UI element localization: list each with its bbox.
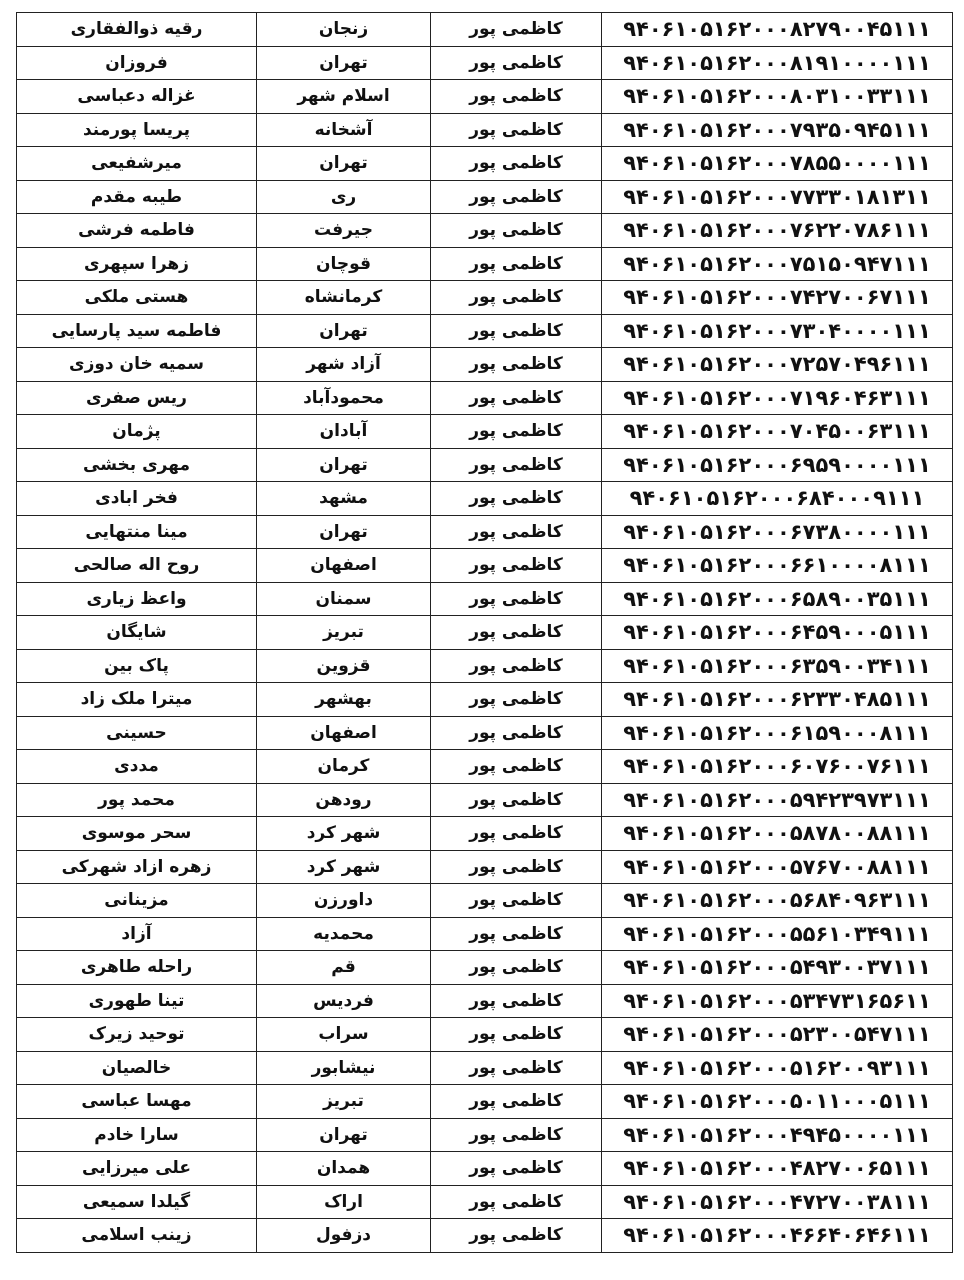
- code-cell: ۹۴۰۶۱۰۵۱۶۲۰۰۰۵۷۶۷۰۰۸۸۱۱۱: [602, 850, 953, 884]
- code-cell: ۹۴۰۶۱۰۵۱۶۲۰۰۰۶۲۳۳۰۴۸۵۱۱۱: [602, 683, 953, 717]
- table-row: [17, 147, 953, 181]
- city-cell: محمدیه: [257, 917, 431, 951]
- code-cell: ۹۴۰۶۱۰۵۱۶۲۰۰۰۸۰۳۱۰۰۳۳۱۱۱: [602, 80, 953, 114]
- city-cell: رودهن: [257, 783, 431, 817]
- code-cell: ۹۴۰۶۱۰۵۱۶۲۰۰۰۵۱۶۲۰۰۹۳۱۱۱: [602, 1051, 953, 1085]
- city-cell: سراب: [257, 1018, 431, 1052]
- table-row: [17, 46, 953, 80]
- name-cell: گیلدا سمیعی: [17, 1185, 257, 1219]
- table-row: [17, 314, 953, 348]
- city-cell: سمنان: [257, 582, 431, 616]
- code-cell: ۹۴۰۶۱۰۵۱۶۲۰۰۰۵۲۳۰۰۵۴۷۱۱۱: [602, 1018, 953, 1052]
- name-cell: توحید زیرک: [17, 1018, 257, 1052]
- city-cell: داورزن: [257, 884, 431, 918]
- name-cell: زهره ازاد شهرکی: [17, 850, 257, 884]
- code-cell: ۹۴۰۶۱۰۵۱۶۲۰۰۰۴۸۲۷۰۰۶۵۱۱۱: [602, 1152, 953, 1186]
- code-cell: ۹۴۰۶۱۰۵۱۶۲۰۰۰۴۶۶۴۰۶۴۶۱۱۱: [602, 1219, 953, 1253]
- name-cell: محمد پور: [17, 783, 257, 817]
- agent-cell: کاظمی پور: [431, 247, 602, 281]
- agent-cell: کاظمی پور: [431, 683, 602, 717]
- city-cell: محمودآباد: [257, 381, 431, 415]
- code-cell: ۹۴۰۶۱۰۵۱۶۲۰۰۰۶۹۵۹۰۰۰۰۱۱۱: [602, 448, 953, 482]
- agent-cell: کاظمی پور: [431, 1152, 602, 1186]
- table-row: [17, 113, 953, 147]
- city-cell: شهر کرد: [257, 850, 431, 884]
- agent-cell: کاظمی پور: [431, 482, 602, 516]
- code-cell: ۹۴۰۶۱۰۵۱۶۲۰۰۰۷۲۵۷۰۴۹۶۱۱۱: [602, 348, 953, 382]
- agent-cell: کاظمی پور: [431, 113, 602, 147]
- table-row: [17, 1152, 953, 1186]
- name-cell: روح اله صالحی: [17, 549, 257, 583]
- city-cell: اراک: [257, 1185, 431, 1219]
- city-cell: تبریز: [257, 1085, 431, 1119]
- agent-cell: کاظمی پور: [431, 448, 602, 482]
- table-row: [17, 884, 953, 918]
- code-cell: ۹۴۰۶۱۰۵۱۶۲۰۰۰۶۵۸۹۰۰۳۵۱۱۱: [602, 582, 953, 616]
- code-cell: ۹۴۰۶۱۰۵۱۶۲۰۰۰۵۵۶۱۰۳۴۹۱۱۱: [602, 917, 953, 951]
- table-row: [17, 482, 953, 516]
- table-row: [17, 850, 953, 884]
- name-cell: میترا ملک زاد: [17, 683, 257, 717]
- name-cell: واعظ زیاری: [17, 582, 257, 616]
- agent-cell: کاظمی پور: [431, 1018, 602, 1052]
- name-cell: پژمان: [17, 415, 257, 449]
- table-row: [17, 80, 953, 114]
- name-cell: سارا خادم: [17, 1118, 257, 1152]
- agent-cell: کاظمی پور: [431, 750, 602, 784]
- agent-cell: کاظمی پور: [431, 214, 602, 248]
- code-cell: ۹۴۰۶۱۰۵۱۶۲۰۰۰۶۸۴۰۰۰۹۱۱۱: [602, 482, 953, 516]
- code-cell: ۹۴۰۶۱۰۵۱۶۲۰۰۰۶۳۵۹۰۰۳۴۱۱۱: [602, 649, 953, 683]
- code-cell: ۹۴۰۶۱۰۵۱۶۲۰۰۰۵۳۴۷۳۱۶۵۶۱۱: [602, 984, 953, 1018]
- table-row: [17, 448, 953, 482]
- table-row: [17, 1018, 953, 1052]
- code-cell: ۹۴۰۶۱۰۵۱۶۲۰۰۰۶۶۱۰۰۰۰۸۱۱۱: [602, 549, 953, 583]
- city-cell: آزاد شهر: [257, 348, 431, 382]
- name-cell: میرشفیعی: [17, 147, 257, 181]
- table-row: [17, 984, 953, 1018]
- agent-cell: کاظمی پور: [431, 1185, 602, 1219]
- agent-cell: کاظمی پور: [431, 1085, 602, 1119]
- agent-cell: کاظمی پور: [431, 1051, 602, 1085]
- agent-cell: کاظمی پور: [431, 415, 602, 449]
- code-cell: ۹۴۰۶۱۰۵۱۶۲۰۰۰۷۹۳۵۰۹۴۵۱۱۱: [602, 113, 953, 147]
- table-row: [17, 1118, 953, 1152]
- city-cell: قزوین: [257, 649, 431, 683]
- city-cell: اصفهان: [257, 549, 431, 583]
- code-cell: ۹۴۰۶۱۰۵۱۶۲۰۰۰۶۷۳۸۰۰۰۰۱۱۱: [602, 515, 953, 549]
- table-row: [17, 1185, 953, 1219]
- agent-cell: کاظمی پور: [431, 951, 602, 985]
- registry-table: [16, 12, 953, 1253]
- table-row: [17, 783, 953, 817]
- agent-cell: کاظمی پور: [431, 783, 602, 817]
- table-row: [17, 247, 953, 281]
- city-cell: آبادان: [257, 415, 431, 449]
- city-cell: فردیس: [257, 984, 431, 1018]
- name-cell: فخر ابادی: [17, 482, 257, 516]
- code-cell: ۹۴۰۶۱۰۵۱۶۲۰۰۰۷۴۲۷۰۰۶۷۱۱۱: [602, 281, 953, 315]
- code-cell: ۹۴۰۶۱۰۵۱۶۲۰۰۰۶۴۵۹۰۰۰۵۱۱۱: [602, 616, 953, 650]
- agent-cell: کاظمی پور: [431, 180, 602, 214]
- name-cell: مهری بخشی: [17, 448, 257, 482]
- agent-cell: کاظمی پور: [431, 13, 602, 47]
- city-cell: همدان: [257, 1152, 431, 1186]
- name-cell: پریسا پورمند: [17, 113, 257, 147]
- city-cell: جیرفت: [257, 214, 431, 248]
- table-row: [17, 348, 953, 382]
- code-cell: ۹۴۰۶۱۰۵۱۶۲۰۰۰۷۱۹۶۰۴۶۳۱۱۱: [602, 381, 953, 415]
- table-row: [17, 716, 953, 750]
- name-cell: حسینی: [17, 716, 257, 750]
- code-cell: ۹۴۰۶۱۰۵۱۶۲۰۰۰۸۱۹۱۰۰۰۰۱۱۱: [602, 46, 953, 80]
- table-row: [17, 616, 953, 650]
- code-cell: ۹۴۰۶۱۰۵۱۶۲۰۰۰۵۰۱۱۰۰۰۵۱۱۱: [602, 1085, 953, 1119]
- city-cell: اسلام شهر: [257, 80, 431, 114]
- name-cell: رقیه ذوالفقاری: [17, 13, 257, 47]
- agent-cell: کاظمی پور: [431, 1118, 602, 1152]
- table-row: [17, 13, 953, 47]
- agent-cell: کاظمی پور: [431, 549, 602, 583]
- table-row: [17, 683, 953, 717]
- city-cell: تبریز: [257, 616, 431, 650]
- agent-cell: کاظمی پور: [431, 80, 602, 114]
- name-cell: پاک بین: [17, 649, 257, 683]
- name-cell: فاطمه سید پارسایی: [17, 314, 257, 348]
- code-cell: ۹۴۰۶۱۰۵۱۶۲۰۰۰۵۹۴۲۳۹۷۳۱۱۱: [602, 783, 953, 817]
- agent-cell: کاظمی پور: [431, 716, 602, 750]
- code-cell: ۹۴۰۶۱۰۵۱۶۲۰۰۰۵۶۸۴۰۹۶۳۱۱۱: [602, 884, 953, 918]
- code-cell: ۹۴۰۶۱۰۵۱۶۲۰۰۰۶۰۷۶۰۰۷۶۱۱۱: [602, 750, 953, 784]
- agent-cell: کاظمی پور: [431, 984, 602, 1018]
- city-cell: ری: [257, 180, 431, 214]
- agent-cell: کاظمی پور: [431, 515, 602, 549]
- agent-cell: کاظمی پور: [431, 616, 602, 650]
- table-row: [17, 180, 953, 214]
- city-cell: دزفول: [257, 1219, 431, 1253]
- city-cell: تهران: [257, 314, 431, 348]
- city-cell: زنجان: [257, 13, 431, 47]
- agent-cell: کاظمی پور: [431, 381, 602, 415]
- code-cell: ۹۴۰۶۱۰۵۱۶۲۰۰۰۵۴۹۳۰۰۳۷۱۱۱: [602, 951, 953, 985]
- city-cell: قم: [257, 951, 431, 985]
- code-cell: ۹۴۰۶۱۰۵۱۶۲۰۰۰۷۸۵۵۰۰۰۰۱۱۱: [602, 147, 953, 181]
- name-cell: مزینانی: [17, 884, 257, 918]
- agent-cell: کاظمی پور: [431, 1219, 602, 1253]
- table-row: [17, 582, 953, 616]
- name-cell: مینا منتهایی: [17, 515, 257, 549]
- city-cell: تهران: [257, 46, 431, 80]
- name-cell: راحله طاهری: [17, 951, 257, 985]
- table-row: [17, 381, 953, 415]
- table-row: [17, 281, 953, 315]
- name-cell: سحر موسوی: [17, 817, 257, 851]
- table-row: [17, 649, 953, 683]
- table-row: [17, 1051, 953, 1085]
- name-cell: هستی ملکی: [17, 281, 257, 315]
- city-cell: تهران: [257, 147, 431, 181]
- agent-cell: کاظمی پور: [431, 582, 602, 616]
- name-cell: شایگان: [17, 616, 257, 650]
- table-row: [17, 817, 953, 851]
- name-cell: زینب اسلامی: [17, 1219, 257, 1253]
- code-cell: ۹۴۰۶۱۰۵۱۶۲۰۰۰۷۳۰۴۰۰۰۰۱۱۱: [602, 314, 953, 348]
- city-cell: بهشهر: [257, 683, 431, 717]
- name-cell: علی میرزایی: [17, 1152, 257, 1186]
- city-cell: قوچان: [257, 247, 431, 281]
- name-cell: فاطمه فرشی: [17, 214, 257, 248]
- city-cell: کرمان: [257, 750, 431, 784]
- agent-cell: کاظمی پور: [431, 147, 602, 181]
- city-cell: مشهد: [257, 482, 431, 516]
- city-cell: اصفهان: [257, 716, 431, 750]
- code-cell: ۹۴۰۶۱۰۵۱۶۲۰۰۰۴۷۲۷۰۰۳۸۱۱۱: [602, 1185, 953, 1219]
- name-cell: سمیه خان دوزی: [17, 348, 257, 382]
- agent-cell: کاظمی پور: [431, 917, 602, 951]
- table-row: [17, 415, 953, 449]
- code-cell: ۹۴۰۶۱۰۵۱۶۲۰۰۰۴۹۴۵۰۰۰۰۱۱۱: [602, 1118, 953, 1152]
- code-cell: ۹۴۰۶۱۰۵۱۶۲۰۰۰۸۲۷۹۰۰۴۵۱۱۱: [602, 13, 953, 47]
- registry-table-body: [17, 13, 953, 1253]
- table-row: [17, 214, 953, 248]
- table-row: [17, 917, 953, 951]
- city-cell: کرمانشاه: [257, 281, 431, 315]
- table-row: [17, 1219, 953, 1253]
- table-row: [17, 549, 953, 583]
- name-cell: زهرا سپهری: [17, 247, 257, 281]
- code-cell: ۹۴۰۶۱۰۵۱۶۲۰۰۰۷۷۳۳۰۱۸۱۳۱۱: [602, 180, 953, 214]
- name-cell: غزاله دعباسی: [17, 80, 257, 114]
- document-sheet: [16, 12, 948, 1253]
- city-cell: تهران: [257, 1118, 431, 1152]
- name-cell: مهسا عباسی: [17, 1085, 257, 1119]
- name-cell: آزاد: [17, 917, 257, 951]
- agent-cell: کاظمی پور: [431, 314, 602, 348]
- name-cell: ریس صفری: [17, 381, 257, 415]
- table-row: [17, 951, 953, 985]
- agent-cell: کاظمی پور: [431, 649, 602, 683]
- code-cell: ۹۴۰۶۱۰۵۱۶۲۰۰۰۶۱۵۹۰۰۰۸۱۱۱: [602, 716, 953, 750]
- name-cell: خالصیان: [17, 1051, 257, 1085]
- agent-cell: کاظمی پور: [431, 281, 602, 315]
- agent-cell: کاظمی پور: [431, 850, 602, 884]
- code-cell: ۹۴۰۶۱۰۵۱۶۲۰۰۰۷۵۱۵۰۹۴۷۱۱۱: [602, 247, 953, 281]
- code-cell: ۹۴۰۶۱۰۵۱۶۲۰۰۰۷۶۲۲۰۷۸۶۱۱۱: [602, 214, 953, 248]
- table-row: [17, 1085, 953, 1119]
- name-cell: تینا طهوری: [17, 984, 257, 1018]
- name-cell: فروزان: [17, 46, 257, 80]
- code-cell: ۹۴۰۶۱۰۵۱۶۲۰۰۰۷۰۴۵۰۰۶۳۱۱۱: [602, 415, 953, 449]
- agent-cell: کاظمی پور: [431, 884, 602, 918]
- city-cell: شهر کرد: [257, 817, 431, 851]
- table-row: [17, 750, 953, 784]
- city-cell: آشخانه: [257, 113, 431, 147]
- code-cell: ۹۴۰۶۱۰۵۱۶۲۰۰۰۵۸۷۸۰۰۸۸۱۱۱: [602, 817, 953, 851]
- agent-cell: کاظمی پور: [431, 348, 602, 382]
- city-cell: نیشابور: [257, 1051, 431, 1085]
- name-cell: مددی: [17, 750, 257, 784]
- table-row: [17, 515, 953, 549]
- city-cell: تهران: [257, 515, 431, 549]
- agent-cell: کاظمی پور: [431, 46, 602, 80]
- agent-cell: کاظمی پور: [431, 817, 602, 851]
- name-cell: طیبه مقدم: [17, 180, 257, 214]
- city-cell: تهران: [257, 448, 431, 482]
